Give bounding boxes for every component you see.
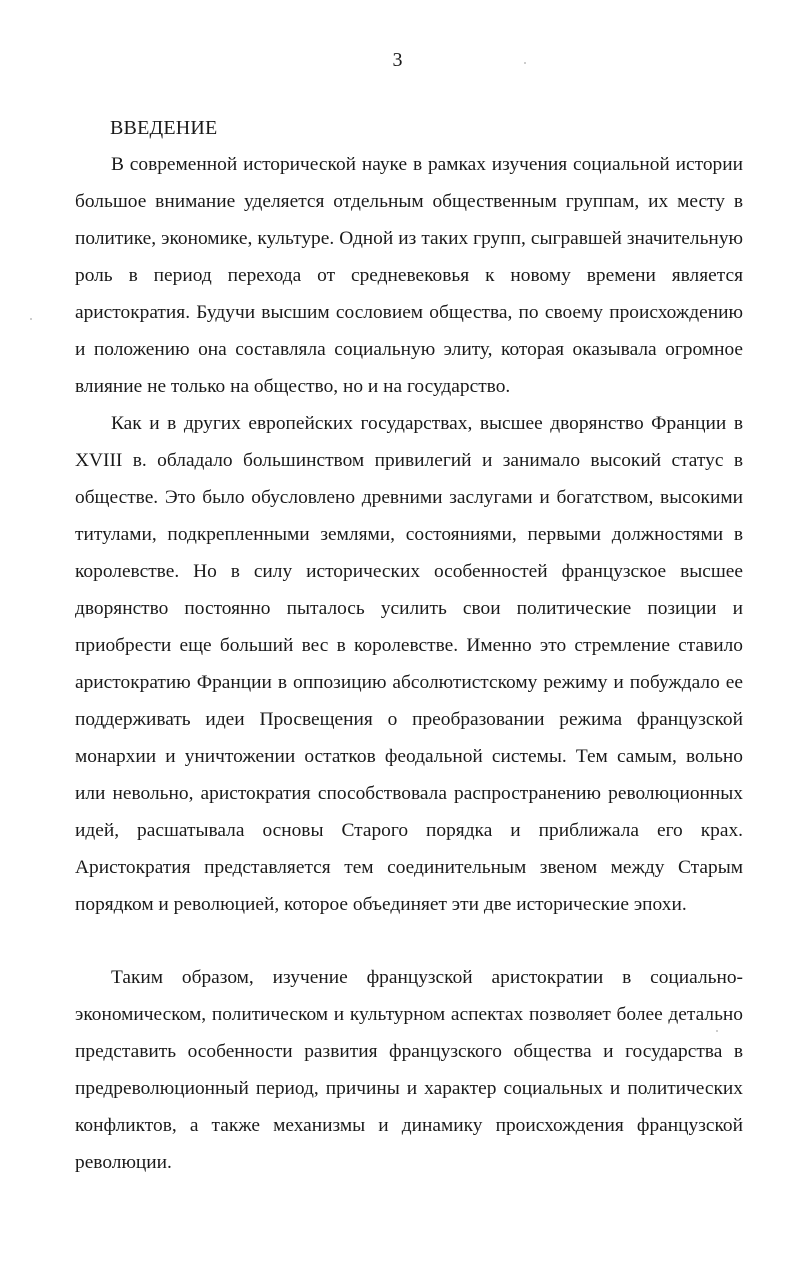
- section-heading: ВВЕДЕНИЕ: [110, 117, 218, 139]
- scan-speck: [524, 62, 526, 64]
- paragraph: Таким образом, изучение французской аристократии в социально-экономическом, политическом и культурном аспектах позволяет более детально представить особенности развития французского общества и государства в предреволюционный период, причины и характер социальных и политических конфликтов, а также механизмы и динамику происхождения французской революции.: [75, 967, 743, 1173]
- scan-speck: [30, 318, 32, 320]
- scan-speck: [716, 1030, 718, 1032]
- page-number: 3: [392, 49, 403, 71]
- paragraph: Как и в других европейских государствах, высшее дворянство Франции в XVIII в. обладало большинством привилегий и занимало высокий статус в обществе. Это было обусловлено древними заслугами и богатством, высокими титулами, подкрепленными землями, состояниями, первыми должностями в королевстве. Но в силу исторических особенностей французское высшее дворянство постоянно пыталось усилить свои политические позиции и приобрести еще больший вес в королевстве. Именно это стремление ставило аристократию Франции в оппозицию абсолютистскому режиму и побуждало ее поддерживать идеи Просвещения о преобразовании режима французской монархии и уничтожении остатков феодальной системы. Тем самым, вольно или невольно, аристократия способствовала распространению революционных идей, расшатывала основы Старого порядка и приближала его крах. Аристократия представляется тем соединительным звеном между Старым порядком и революцией, которое объединяет эти две исторические эпохи.: [75, 413, 743, 915]
- paragraph: В современной исторической науке в рамках изучения социальной истории большое внимание уделяется отдельным общественным группам, их месту в политике, экономике, культуре. Одной из таких групп, сыгравшей значительную роль в период перехода от средневековья к новому времени является аристократия. Будучи высшим сословием общества, по своему происхождению и положению она составляла социальную элиту, которая оказывала огромное влияние не только на общество, но и на государство.: [75, 154, 743, 397]
